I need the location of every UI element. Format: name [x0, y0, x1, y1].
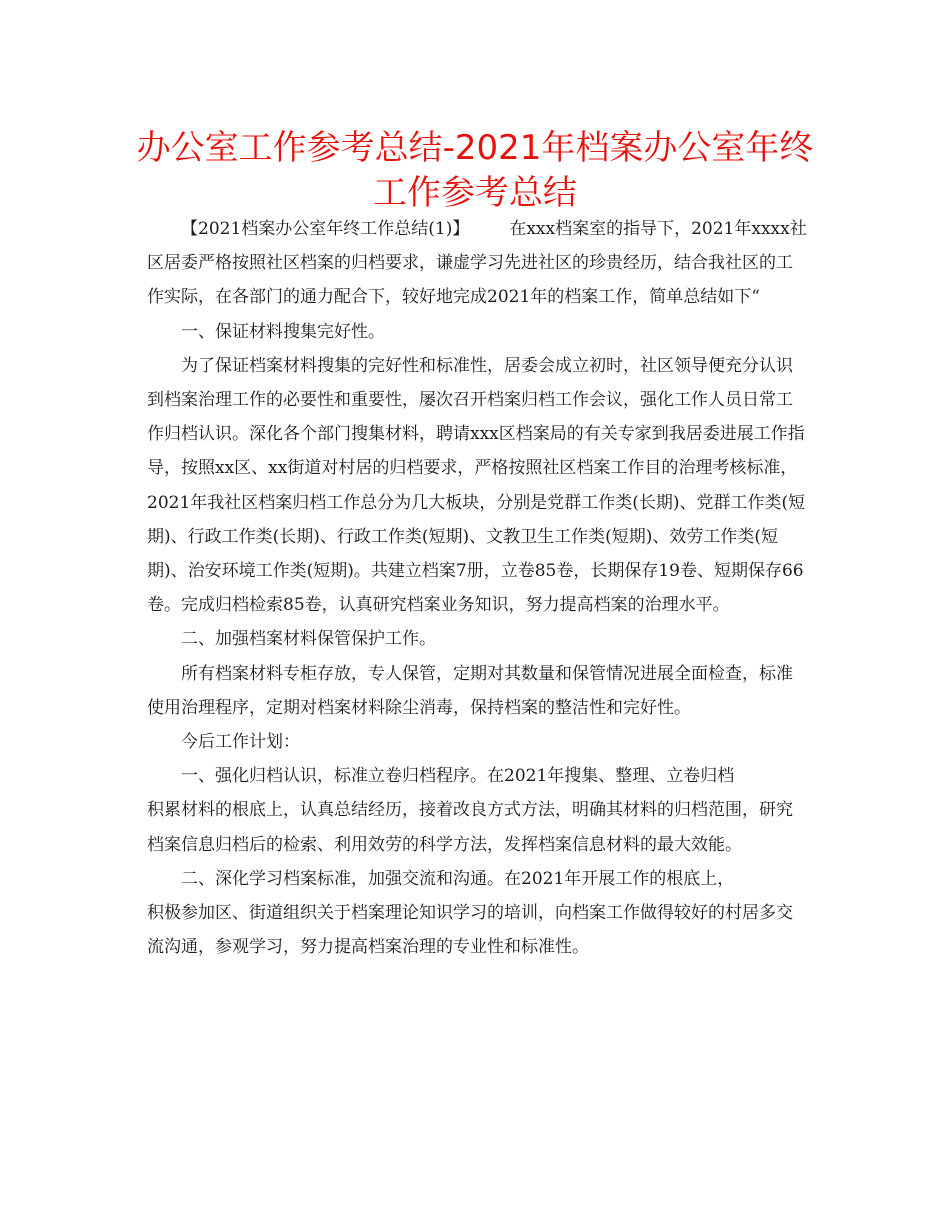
intro-heading: 【2021档案办公室年终工作总结(1)】: [181, 219, 470, 239]
document-body: [147, 212, 807, 964]
document-title: 办公室工作参考总结-2021年档案办公室年终工作参考总结: [136, 128, 814, 213]
section2-heading: 二、加强档案材料保管保护工作。: [181, 629, 436, 650]
plan1-first-line: 一、强化归档认识，标准立卷归档程序。在2021年搜集、整理、立卷归档: [181, 766, 735, 787]
intro-paragraph: [147, 212, 807, 315]
plan-heading: 今后工作计划：: [181, 732, 300, 753]
section2-body: 所有档案材料专柜存放，专人保管，定期对其数量和保管情况进展全面检查，标准使用治理程序，定期对档案材料除尘消毒，保持档案的整洁性和完好性。: [147, 663, 793, 718]
section1-body: 为了保证档案材料搜集的完好性和标准性，居委会成立初时，社区领导便充分认识到档案治理工作的必要性和重要性，屡次召开档案归档工作会议，强化工作人员日常工作归档认识。深化各个部门搜集材料，聘请xxx区档案局的有关专家到我居委进展工作指导，按照xx区、xx街道对村居的归档要求，严格按照社区档案工作目的治理考核标准，2021年我社区档案归档工作总分为几大板块，分别是党群工作类(长期)、党群工作类(短期)、行政工作类(长期)、行政工作类(短期)、文教卫生工作类(短期)、效劳工作类(短期)、治安环境工作类(短期)。共建立档案7册，立卷85卷，长期保存19卷、短期保存66卷。完成归档检索85卷，认真研究档案业务知识，努力提高档案的治理水平。: [147, 355, 806, 616]
section1-heading: 一、保证材料搜集完好性。: [181, 321, 385, 342]
plan2-rest: 积极参加区、街道组织关于档案理论知识学习的培训，向档案工作做得较好的村居多交流沟通，参观学习，努力提高档案治理的专业性和标准性。: [147, 903, 793, 958]
plan1-rest: 积累材料的根底上，认真总结经历，接着改良方式方法，明确其材料的归档范围，研究档案信息归档后的检索、利用效劳的科学方法，发挥档案信息材料的最大效能。: [147, 800, 793, 855]
intro-text: 在xxx档案室的指导下，2021年xxxx社区居委严格按照社区档案的归档要求，谦虚学习先进社区的珍贵经历，结合我社区的工作实际，在各部门的通力配合下，较好地完成2021年的档案工作，简单总结如下“: [147, 219, 807, 308]
plan2-first-line: 二、深化学习档案标准，加强交流和沟通。在2021年开展工作的根底上，: [181, 868, 735, 889]
